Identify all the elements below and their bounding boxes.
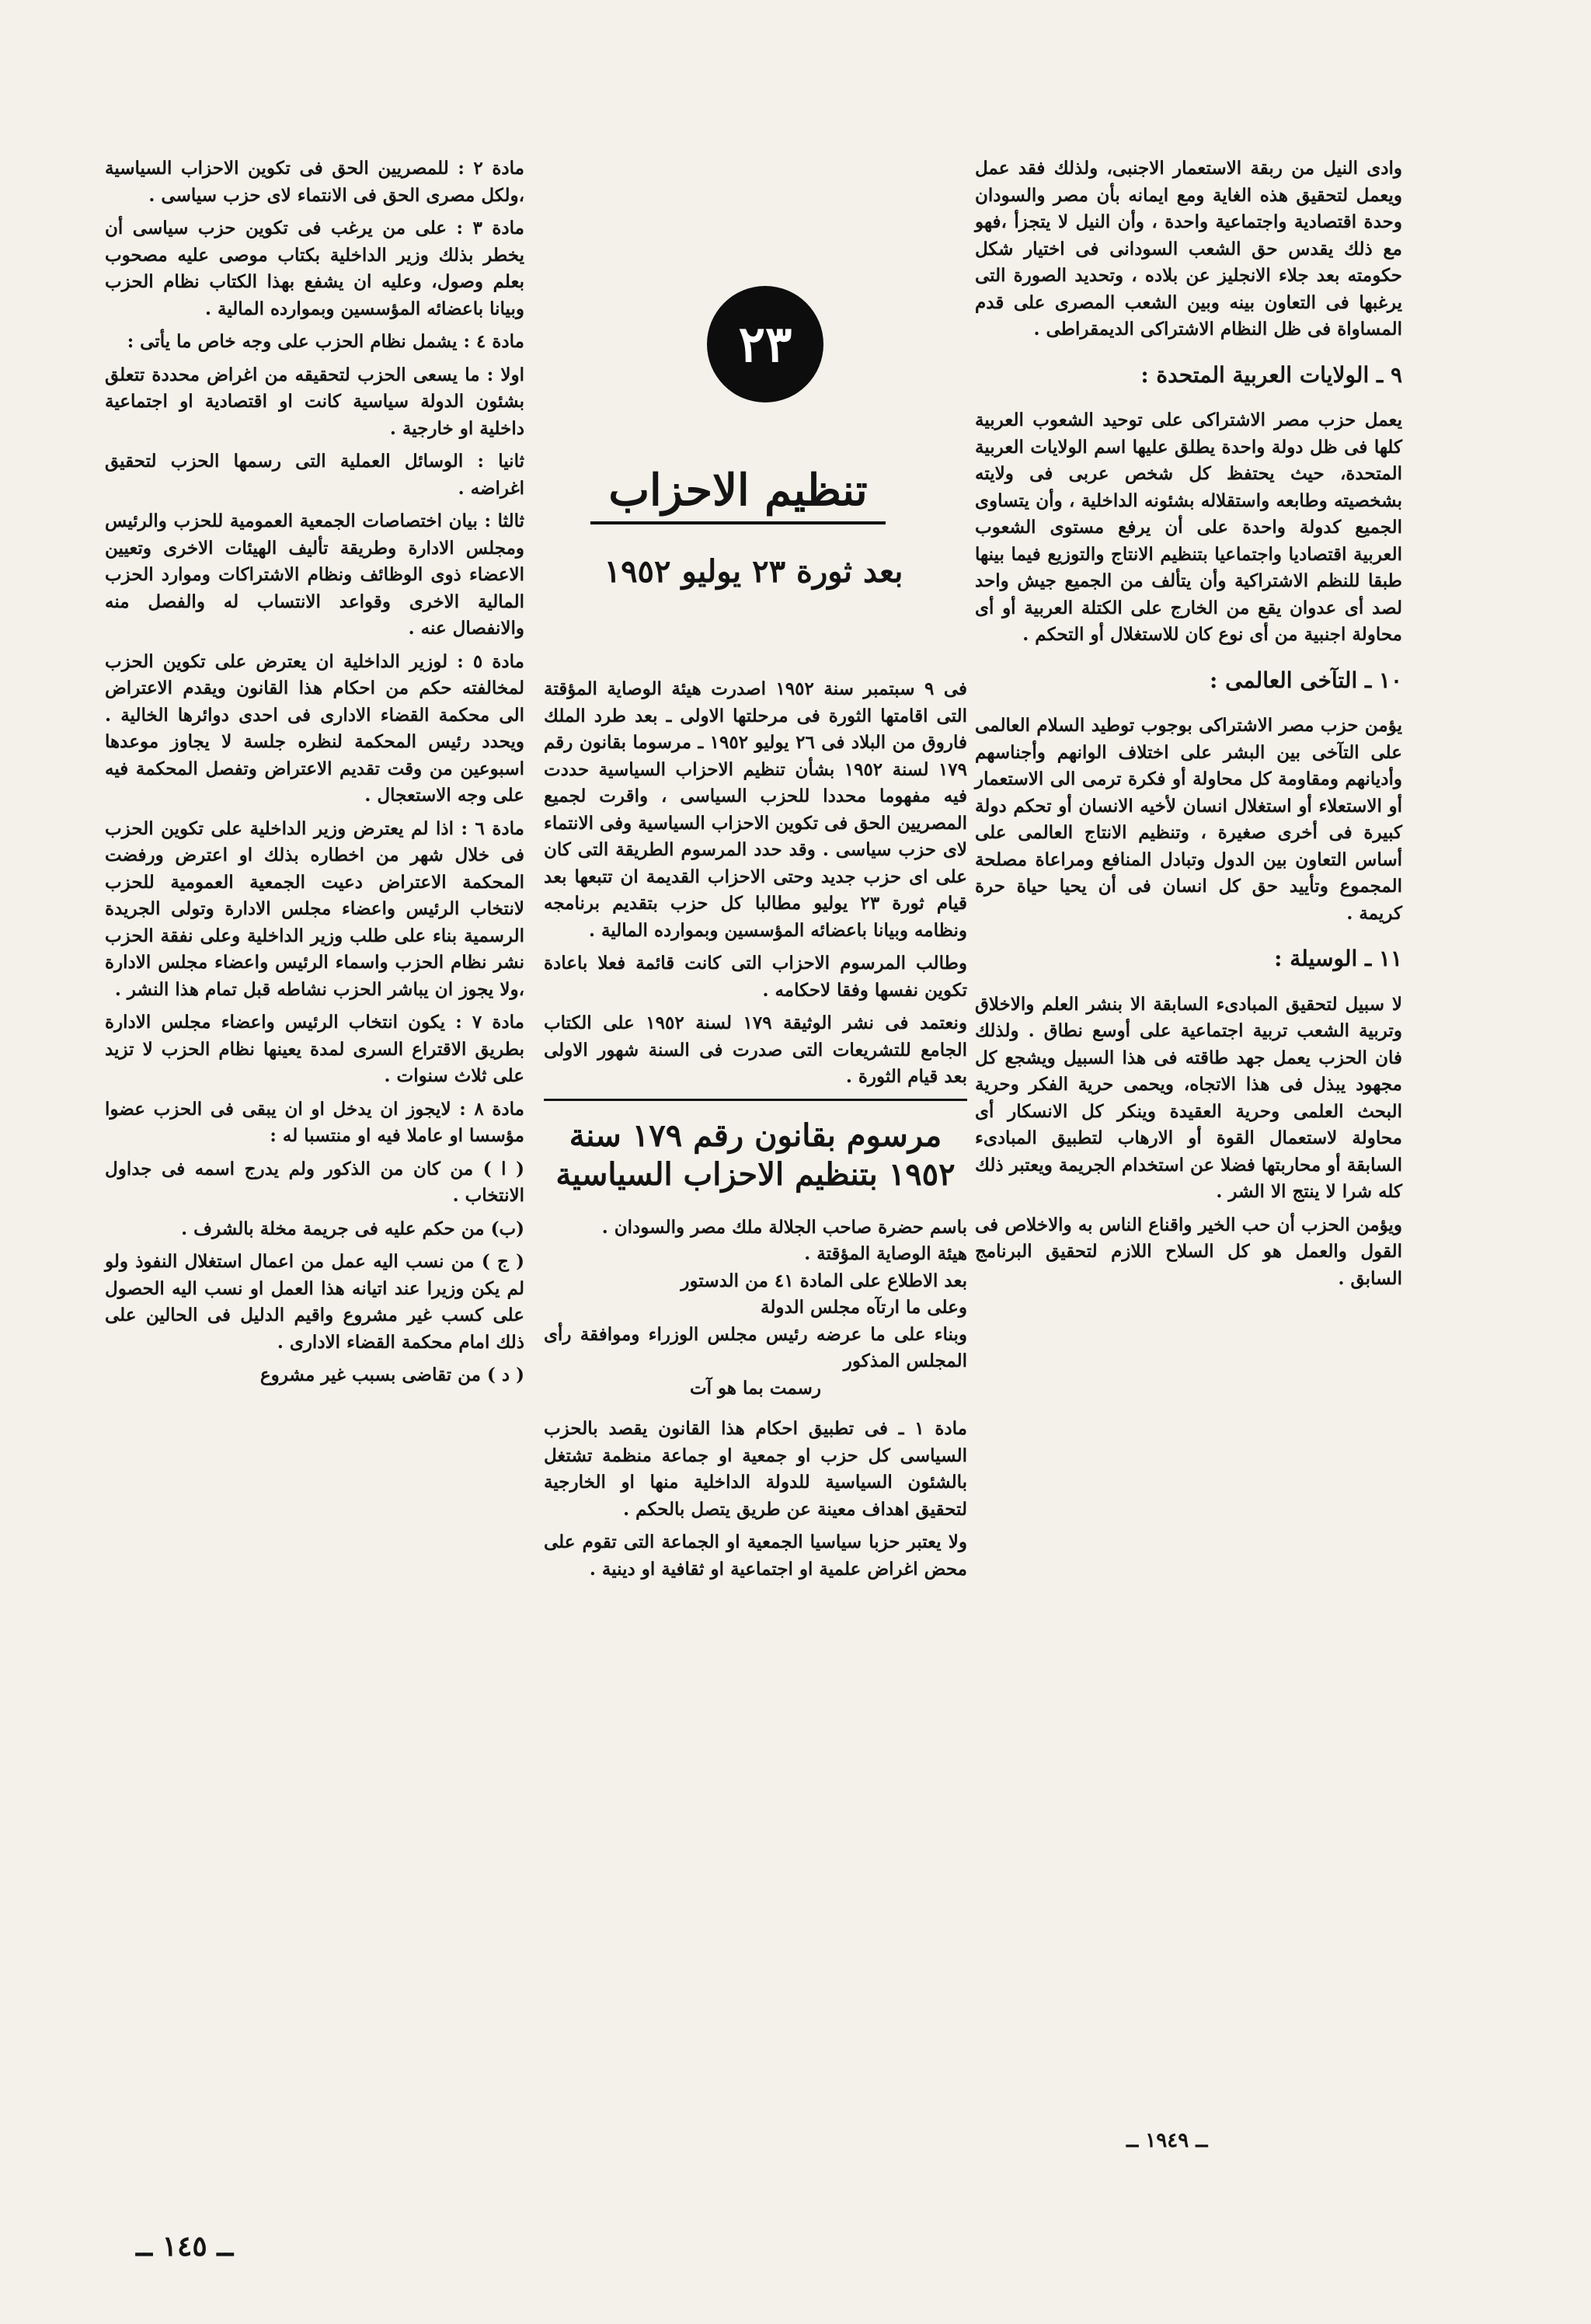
article-8-item-d: ( د ) من تقاضى بسبب غير مشروع	[259, 1364, 524, 1385]
paragraph: يؤمن حزب مصر الاشتراكى بوجوب توطيد السلام العالمى على التآخى بين البشر على اختلاف الوانهم وأجناسهم وأديانهم ومقاومة كل محاولة أو فكرة ترمى الى الاستعمار أو الاستعلاء أو استغلال انسان لأخيه الانسان أو تحكم دولة كبيرة فى أخرى صغيرة ، وتنظيم الانتاج العالمى على أساس التعاون بين الدول وتبادل المنافع ومراعاة مصلحة المجموع وتأييد حق كل انسان فى أن يحيا حياة حرة كريمة .	[975, 715, 1402, 924]
preamble-line: وعلى ما ارتآه مجلس الدولة	[761, 1297, 967, 1318]
paragraph: وادى النيل من ربقة الاستعمار الاجنبى، ولذلك فقد عمل ويعمل لتحقيق هذه الغاية ومع ايمانه بأن مصر والسودان وحدة اقتصادية واجتماعية واحدة ، وأن النيل لا يتجزأ ،فهو مع ذلك يقدس حق الشعب السودانى فى اختيار شكل حكومته بعد جلاء الانجليز عن بلاده ، وتحديد الصورة التى يرغبها فى التعاون بينه وبين الشعب المصرى على قدم المساواة فى ظل النظام الاشتراكى الديمقراطى .	[975, 158, 1402, 340]
article-1-b: ولا يعتبر حزبا سياسيا الجمعية او الجماعة التى تقوم على محض اغراض علمية او اجتماعية او ثقافية او دينية .	[544, 1531, 967, 1580]
article-title: تنظيم الاحزاب	[590, 462, 886, 524]
divider	[544, 1099, 967, 1101]
paragraph: ويؤمن الحزب أن حب الخير واقناع الناس به والاخلاص فى القول والعمل هو كل السلاح اللازم لتحقيق البرنامج السابق .	[975, 1214, 1402, 1289]
left-column	[105, 155, 524, 1395]
article-8-item-c: ( ج ) من نسب اليه عمل من اعمال استغلال النفوذ ولو لم يكن وزيرا عند اتيانه هذا العمل او نسب اليه الحصول على كسب غير مشروع واقيم الدليل فى الحالين على ذلك امام محكمة القضاء الادارى .	[105, 1251, 524, 1353]
article-4-item-2: ثانيا : الوسائل العملية التى رسمها الحزب لتحقيق اغراضه .	[105, 451, 524, 499]
article-7: مادة ٧ : يكون انتخاب الرئيس واعضاء مجلس الادارة بطريق الاقتراع السرى لمدة يعينها نظام الحزب لا تزيد على ثلاث سنوات .	[105, 1012, 524, 1086]
article-8-item-b: (ب) من حكم عليه فى جريمة مخلة بالشرف .	[181, 1218, 524, 1239]
preamble-line: هيئة الوصاية المؤقتة .	[804, 1243, 967, 1264]
section-heading-9: ٩ ـ الولايات العربية المتحدة :	[1140, 361, 1402, 388]
decree-title: مرسوم بقانون رقم ١٧٩ سنة ١٩٥٢ بتنظيم الاحزاب السياسية	[555, 1117, 956, 1193]
article-4: مادة ٤ : يشمل نظام الحزب على وجه خاص ما يأتى :	[127, 331, 524, 352]
article-5: مادة ٥ : لوزير الداخلية ان يعترض على تكوين الحزب لمخالفته حكم من احكام هذا القانون ويقدم الاعتراض الى محكمة القضاء الادارى فى احدى دوائرها الخالية . ويحدد رئيس المحكمة لنظره جلسة لا يجاوز موعدها اسبوعين من وقت تقديم الاعتراض وتفصل المحكمة فيه على وجه الاستعجال .	[105, 650, 524, 806]
article-6: مادة ٦ : اذا لم يعترض وزير الداخلية على تكوين الحزب فى خلال شهر من اخطاره بذلك او اعترض ورفضت المحكمة الاعتراض دعيت الجمعية العمومية للحزب لانتخاب الرئيس واعضاء مجلس الادارة وتولى الجريدة الرسمية بناء على طلب وزير الداخلية وعلى نفقة الحزب نشر نظام الحزب واسماء الرئيس واعضاء مجلس الادارة ،ولا يجوز ان يباشر الحزب نشاطه قبل تمام هذا النشر .	[105, 817, 524, 1000]
preamble-line: باسم حضرة صاحب الجلالة ملك مصر والسودان .	[601, 1216, 967, 1238]
paragraph: ونعتمد فى نشر الوثيقة ١٧٩ لسنة ١٩٥٢ على الكتاب الجامع للتشريعات التى صدرت فى السنة شهور الاولى بعد قيام الثورة .	[544, 1012, 967, 1087]
article-3: مادة ٣ : على من يرغب فى تكوين حزب سياسى أن يخطر بذلك وزير الداخلية بكتاب موصى عليه مصحوب بعلم وصول، وعليه ان يشفع بهذا الكتاب نظام الحزب وبيانا باعضائه المؤسسين وبموارده المالية .	[105, 218, 524, 319]
paragraph: وطالب المرسوم الاحزاب التى كانت قائمة فعلا باعادة تكوين نفسها وفقا لاحكامه .	[544, 953, 967, 1001]
article-4-item-1: اولا : ما يسعى الحزب لتحقيقه من اغراض محددة تتعلق بشئون الدولة سياسية كانت او اقتصادية او اجتماعية داخلية او خارجية .	[105, 364, 524, 439]
section-heading-11: ١١ ـ الوسيلة :	[1274, 946, 1402, 971]
preamble-line: بعد الاطلاع على المادة ٤١ من الدستور	[681, 1270, 967, 1291]
article-subtitle: بعد ثورة ٢٣ يوليو ١٩٥٢	[604, 553, 903, 590]
right-column	[975, 155, 1402, 1298]
preamble-line: رسمت بما هو آت	[689, 1377, 822, 1399]
middle-column	[544, 676, 967, 1589]
year-mark: ــ ١٩٤٩ ــ	[1126, 2129, 1208, 2152]
paragraph: يعمل حزب مصر الاشتراكى على توحيد الشعوب العربية كلها فى ظل دولة واحدة يطلق عليها اسم الولايات العربية المتحدة، حيث يحتفظ كل شخص عربى فى ولايته بشخصيته وطابعه واستقلاله بشئونه الداخلية ، وأن يتساوى الجميع كدولة واحدة على أن يرفع مستوى الشعوب العربية اقتصاديا واجتماعيا بتنظيم الانتاج والتوزيع فيما بينها طبقا للنظم الاشتراكية وأن يتألف من الجميع جيش واحد لصد أى عدوان يقع من الخارج على الكتلة العربية أو أى محاولة اجنبية من أى نوع كان للاستغلال أو التحكم .	[975, 409, 1403, 645]
section-heading-10: ١٠ ـ التآخى العالمى :	[1210, 667, 1402, 693]
article-8-item-a: ( ا ) من كان من الذكور ولم يدرج اسمه فى جداول الانتخاب .	[105, 1158, 524, 1206]
article-8: مادة ٨ : لايجوز ان يدخل او ان يبقى فى الحزب عضوا مؤسسا او عاملا فيه او منتسبا له :	[105, 1098, 524, 1146]
article-1: مادة ١ ـ فى تطبيق احكام هذا القانون يقصد بالحزب السياسى كل حزب او جمعية او جماعة منظمة تشتغل بالشئون السياسية للدولة الداخلية منها او الخارجية لتحقيق اهداف معينة عن طريق يتصل بالحكم .	[544, 1418, 967, 1520]
article-4-item-3: ثالثا : بيان اختصاصات الجمعية العمومية للحزب والرئيس ومجلس الادارة وطريقة تأليف الهيئات الاخرى وتعيين الاعضاء ذوى الوظائف ونظام الاشتراكات وموارد الحزب المالية الاخرى وقواعد الانتساب له والفصل منه والانفصال عنه .	[105, 510, 524, 639]
page-number: ــ ١٤٥ ــ	[136, 2230, 234, 2263]
paragraph: فى ٩ سبتمبر سنة ١٩٥٢ اصدرت هيئة الوصاية المؤقتة التى اقامتها الثورة فى مرحلتها الاولى ـ بعد طرد الملك فاروق من البلاد فى ٢٦ يوليو ١٩٥٢ ـ مرسوما بقانون رقم ١٧٩ لسنة ١٩٥٢ بشأن تنظيم الاحزاب السياسية حددت فيه مفهوما محددا للحزب السياسى ، واقرت لجميع المصريين الحق فى تكوين الاحزاب السياسية وفى الانتماء لاى حزب سياسى . وقد حدد المرسوم الطريقة التى كان على اى حزب جديد وحتى الاحزاب القديمة ان تتبعها بعد قيام ثورة ٢٣ يوليو مطالبا كل حزب بتقديم برنامجه ونظامه وبيانا باعضائه المؤسسين وبموارده المالية .	[544, 678, 968, 941]
article-2: مادة ٢ : للمصريين الحق فى تكوين الاحزاب السياسية ،ولكل مصرى الحق فى الانتماء لاى حزب سياسى .	[105, 158, 524, 206]
article-number-badge: ٢٣	[707, 286, 823, 402]
paragraph: لا سبيل لتحقيق المبادىء السابقة الا بنشر العلم والاخلاق وتربية الشعب تربية اجتماعية على أوسع نطاق . ولذلك فان الحزب يعمل جهد طاقته فى هذا السبيل ويشجع كل مجهود يبذل فى هذا الاتجاه، ويحمى حرية الفكر وحرية البحث العلمى وحرية العقيدة وينكر كل الانسكار أى محاولة لاستعمال القوة أو الارهاب لتطبيق المبادىء السابقة أو محاربتها فضلا عن استخدام الجريمة ويعتبر ذلك كله شرا لا ينتج الا الشر .	[975, 993, 1402, 1202]
preamble-line: وبناء على ما عرضه رئيس مجلس الوزراء وموافقة رأى المجلس المذكور	[544, 1323, 967, 1371]
